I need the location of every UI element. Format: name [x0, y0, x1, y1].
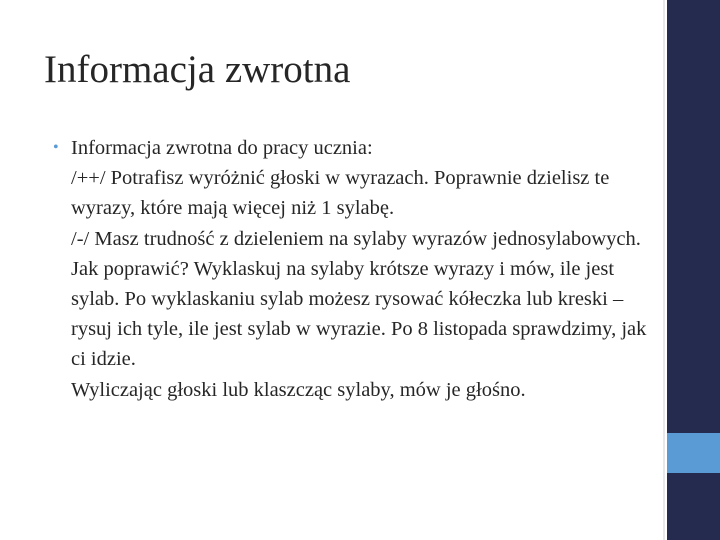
sidebar-bottom-decoration — [667, 473, 720, 540]
advice-paragraph: Wyliczając głoski lub klaszcząc sylaby, mów je głośno. — [71, 378, 526, 401]
feedback-plus-paragraph: /++/ Potrafisz wyróżnić głoski w wyrazach. Poprawnie dzielisz te wyrazy, które mają więcej niż 1 sylabę. — [71, 167, 610, 220]
feedback-minus-paragraph: /-/ Masz trudność z dzieleniem na sylaby wyrazów jednosylabowych. — [71, 227, 641, 250]
bullet-icon: • — [53, 139, 59, 156]
how-to-improve-paragraph: Jak poprawić? Wyklaskuj na sylaby krótsze wyrazy i mów, ile jest sylab. Po wyklaskaniu sylab możesz rysować kółeczka lub kreski – rysuj ich tyle, ile jest sylab w wyrazie. Po 8 listopada sprawdzimy, jak ci idzie. — [71, 257, 647, 371]
sidebar-accent-block — [667, 433, 720, 473]
sidebar-divider — [663, 0, 665, 540]
slide-content — [53, 133, 648, 405]
slide-title: Informacja zwrotna — [44, 48, 351, 91]
sidebar-decoration — [667, 0, 720, 433]
bullet-text: Informacja zwrotna do pracy ucznia: — [71, 137, 373, 159]
bullet-item — [53, 133, 648, 163]
